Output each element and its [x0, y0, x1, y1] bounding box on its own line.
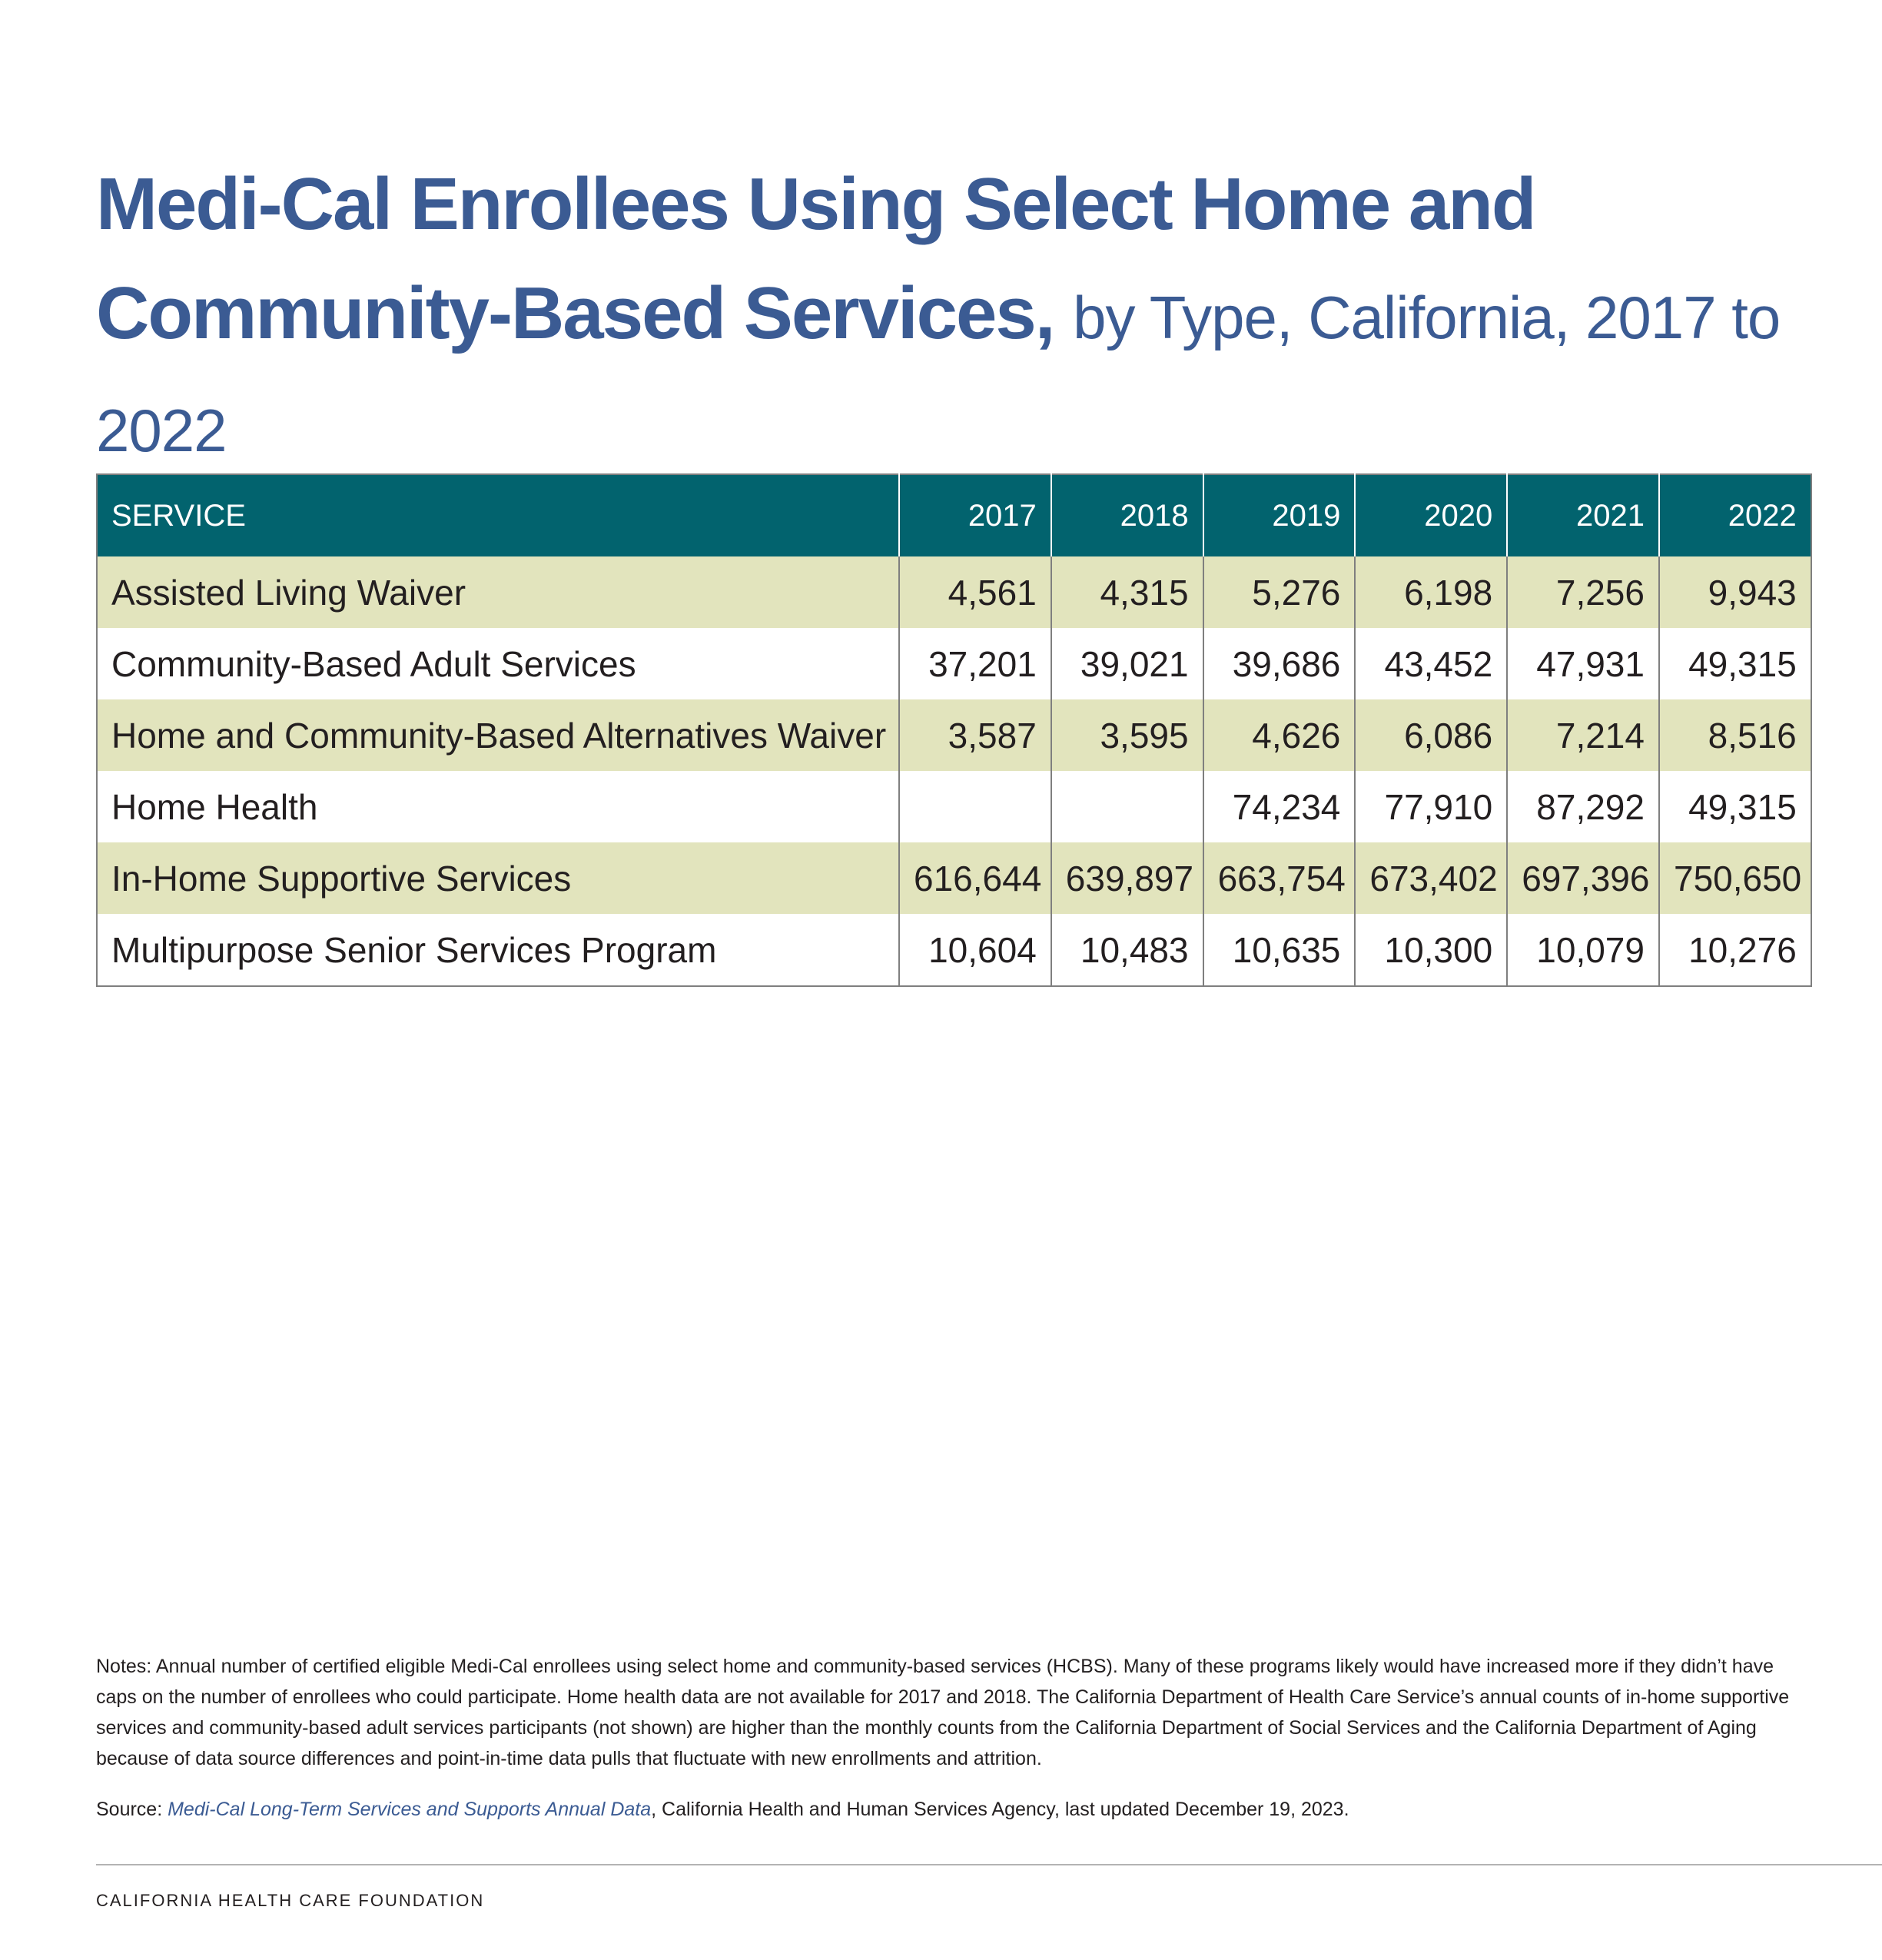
source-text: [96, 1794, 1802, 1825]
column-header-2018: 2018: [1051, 474, 1203, 556]
footer-organization: CALIFORNIA HEALTH CARE FOUNDATION: [96, 1891, 485, 1910]
value-cell: 4,561: [899, 556, 1051, 628]
table-header-row: [97, 474, 1811, 556]
value-cell: 697,396: [1507, 842, 1659, 914]
column-header-2017: 2017: [899, 474, 1051, 556]
value-cell: 49,315: [1688, 643, 1797, 684]
value-cell: 6,086: [1355, 699, 1507, 771]
value-cell: 10,300: [1355, 914, 1507, 986]
value-cell: 616,644: [899, 842, 1051, 914]
source-prefix: Source:: [96, 1799, 168, 1820]
footer-divider: [96, 1864, 1882, 1865]
value-cell: [899, 771, 1051, 842]
column-header-2020: 2020: [1355, 474, 1507, 556]
title-subtitle: by Type, California, 2017 to 2022: [96, 284, 1781, 464]
value-cell: 6,198: [1355, 556, 1507, 628]
value-cell: 10,635: [1203, 914, 1356, 986]
value-cell: 47,931: [1507, 628, 1659, 699]
table-row: [97, 842, 1811, 914]
value-cell: 5,276: [1203, 556, 1356, 628]
value-cell: 750,650: [1659, 842, 1811, 914]
value-cell: 4,626: [1203, 699, 1356, 771]
source-suffix: , California Health and Human Services Agency, last updated December 19, 2023.: [651, 1799, 1349, 1820]
column-header-service: SERVICE: [97, 474, 899, 556]
service-name: Assisted Living Waiver: [97, 556, 899, 628]
table-row: [97, 914, 1811, 986]
service-name: In-Home Supportive Services: [97, 842, 899, 914]
source-link[interactable]: Medi-Cal Long-Term Services and Supports Annual Data: [168, 1799, 652, 1820]
notes-text: Notes: Annual number of certified eligible Medi-Cal enrollees using select home and community-based services (HCBS). Many of these programs likely would have increased more if they didn’t have caps on the number of enrollees who could participate. Home health data are not available for 2017 and 2018. The California Department of Health Care Service’s annual counts of in-home supportive services and community-based adult services participants (not shown) are higher than the monthly counts from the California Department of Social Services and the California Department of Aging because of data source differences and point-in-time data pulls that fluctuate with new enrollments and attrition.: [96, 1656, 1790, 1769]
column-header-2022: 2022: [1659, 474, 1811, 556]
table-row: [97, 556, 1811, 628]
value-cell: 7,214: [1507, 699, 1659, 771]
column-header-2019: 2019: [1203, 474, 1356, 556]
enrollees-table: [96, 473, 1812, 987]
value-cell: 10,276: [1688, 929, 1797, 970]
value-cell: 10,079: [1507, 914, 1659, 986]
value-cell: 37,201: [899, 628, 1051, 699]
value-cell: 9,943: [1659, 556, 1811, 628]
value-cell: [1051, 771, 1203, 842]
value-cell: 77,910: [1355, 771, 1507, 842]
page-title: [96, 150, 1817, 485]
service-name: Community-Based Adult Services: [97, 628, 899, 699]
value-cell: 87,292: [1507, 771, 1659, 842]
value-cell: 39,021: [1051, 628, 1203, 699]
value-cell: 4,315: [1051, 556, 1203, 628]
value-cell: 663,754: [1203, 842, 1356, 914]
value-cell: 39,686: [1203, 628, 1356, 699]
value-cell: 10,483: [1051, 914, 1203, 986]
value-cell: 673,402: [1355, 842, 1507, 914]
value-cell: 10,604: [899, 914, 1051, 986]
table-row: [97, 699, 1811, 771]
value-cell: 639,897: [1051, 842, 1203, 914]
service-name: Home Health: [97, 771, 899, 842]
service-name: Home and Community-Based Alternatives Waiver: [97, 699, 899, 771]
value-cell: 3,595: [1051, 699, 1203, 771]
table-row: [97, 771, 1811, 842]
title-main: Medi-Cal Enrollees Using Select Home and Community-Based Services,: [96, 163, 1535, 354]
table-row: [97, 628, 1811, 699]
value-cell: 8,516: [1659, 699, 1811, 771]
value-cell: 43,452: [1355, 628, 1507, 699]
value-cell: 74,234: [1203, 771, 1356, 842]
value-cell: 3,587: [899, 699, 1051, 771]
value-cell: 7,256: [1507, 556, 1659, 628]
column-header-2021: 2021: [1507, 474, 1659, 556]
value-cell: 49,315: [1688, 786, 1797, 827]
service-name: Multipurpose Senior Services Program: [97, 914, 899, 986]
